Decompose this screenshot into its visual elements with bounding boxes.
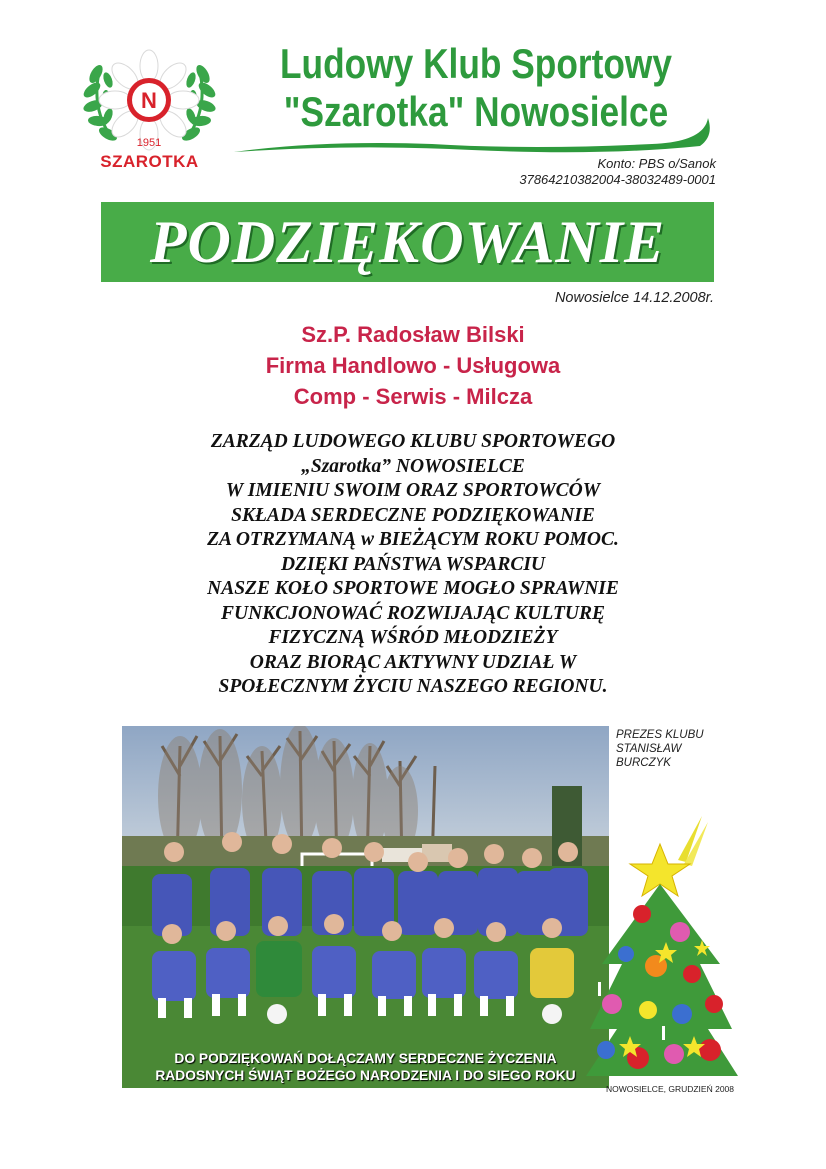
body-line: ZARZĄD LUDOWEGO KLUBU SPORTOWEGO	[210, 431, 616, 452]
body-line: SPOŁECZNYM ŻYCIU NASZEGO REGIONU.	[218, 676, 608, 697]
body-line: SKŁADA SERDECZNE PODZIĘKOWANIE	[231, 504, 595, 526]
team-photo	[122, 726, 609, 1088]
page-title: PODZIĘKOWANIE	[149, 209, 666, 275]
logo-name: SZAROTKA	[100, 152, 199, 171]
body-line: W IMIENIU SWOIM ORAZ SPORTOWCÓW	[225, 480, 601, 501]
bank-account-label: Konto: PBS o/Sanok	[597, 156, 716, 171]
letter-body	[0, 430, 826, 700]
body-line: „Szarotka” NOWOSIELCE	[301, 455, 525, 477]
christmas-tree-illustration	[582, 814, 742, 1082]
letter-date: Nowosielce 14.12.2008r.	[554, 290, 714, 306]
bank-account-number: 37864210382004-38032489-0001	[519, 172, 716, 187]
club-name-line1: Ludowy Klub Sportowy	[280, 40, 672, 87]
body-line: ORAZ BIORĄC AKTYWNY UDZIAŁ W	[249, 651, 577, 673]
president-title: PREZES KLUBU	[616, 729, 704, 741]
photo-caption	[122, 1050, 609, 1084]
recipient-company-name: Comp - Serwis - Milcza	[293, 384, 533, 409]
president-last-name: BURCZYK	[616, 757, 671, 769]
footer-place-date: NOWOSIELCE, GRUDZIEŃ 2008	[606, 1084, 735, 1094]
caption-line-2: RADOSNYCH ŚWIĄT BOŻEGO NARODZENIA I DO SIEGO ROKU	[155, 1068, 576, 1083]
logo-letter: N	[141, 88, 157, 113]
club-name-line2: "Szarotka" Nowosielce	[283, 88, 669, 135]
body-line: ZA OTRZYMANĄ w BIEŻĄCYM ROKU POMOC.	[207, 529, 619, 550]
body-line: NASZE KOŁO SPORTOWE MOGŁO SPRAWNIE	[207, 578, 619, 599]
president-first-name: STANISŁAW	[616, 743, 682, 755]
body-line: DZIĘKI PAŃSTWA WSPARCIU	[280, 553, 546, 575]
body-line: FUNKCJONOWAĆ ROZWIJAJĄC KULTURĘ	[221, 602, 605, 624]
recipient-company-type: Firma Handlowo - Usługowa	[265, 353, 561, 378]
logo-year: 1951	[136, 137, 162, 149]
caption-line-1: DO PODZIĘKOWAŃ DOŁĄCZAMY SERDECZNE ŻYCZENIA	[174, 1051, 557, 1066]
recipient-name: Sz.P. Radosław Bilski	[301, 322, 525, 347]
body-line: FIZYCZNĄ WŚRÓD MŁODZIEŻY	[268, 627, 558, 648]
